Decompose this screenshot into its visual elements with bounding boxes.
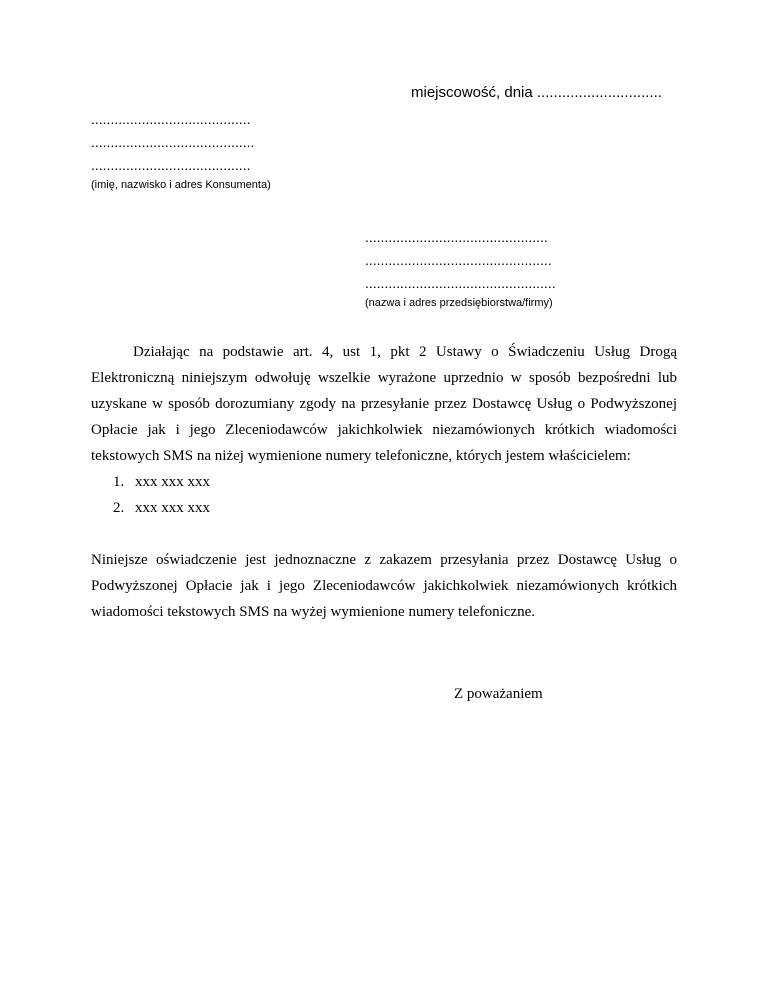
withdrawal-paragraph: Działając na podstawie art. 4, ust 1, pkt 2 Ustawy o Świadczeniu Usług Drogą Elektroniczną niniejszym odwołuję wszelkie wyrażone uprzednio w sposób bezpośredni lub uzyskane w sposób dorozumiany zgody na przesyłanie przez Dostawcę Usług o Podwyższonej Opłacie jak i jego Zleceniodawców jakichkolwiek niezamówionych krótkich wiadomości tekstowych SMS na niżej wymienione numery telefoniczne, których jestem właścicielem: [91, 344, 677, 464]
phone-list-item [91, 495, 677, 521]
place-date-line: miejscowość, dnia .............................. [411, 84, 662, 101]
consumer-caption: (imię, nazwisko i adres Konsumenta) [91, 179, 271, 191]
consumer-line-2: .......................................... [91, 134, 255, 150]
company-address-block [365, 226, 556, 309]
consumer-address-block [91, 108, 271, 191]
phone-list-item [91, 469, 677, 495]
phone-number: xxx xxx xxx [135, 474, 210, 490]
company-line-1: ............................................... [365, 229, 548, 245]
phone-list-number: 2. [113, 500, 125, 516]
phone-number-list [91, 469, 677, 521]
company-caption: (nazwa i adres przedsiębiorstwa/firmy) [365, 297, 553, 309]
phone-number: xxx xxx xxx [135, 500, 210, 516]
consumer-line-1: ......................................... [91, 111, 251, 127]
closing-salutation: Z poważaniem [454, 686, 543, 702]
company-line-3: ................................................. [365, 275, 556, 291]
phone-list-number: 1. [113, 474, 125, 490]
letter-body [91, 339, 677, 625]
company-line-2: ................................................ [365, 252, 552, 268]
consumer-line-3: ......................................... [91, 157, 251, 173]
prohibition-paragraph: Niniejsze oświadczenie jest jednoznaczne z zakazem przesyłania przez Dostawcę Usług o Podwyższonej Opłacie jak i jego Zleceniodawców jakichkolwiek niezamówionych krótkich wiadomości tekstowych SMS na wyżej wymienione numery telefoniczne. [91, 552, 677, 620]
